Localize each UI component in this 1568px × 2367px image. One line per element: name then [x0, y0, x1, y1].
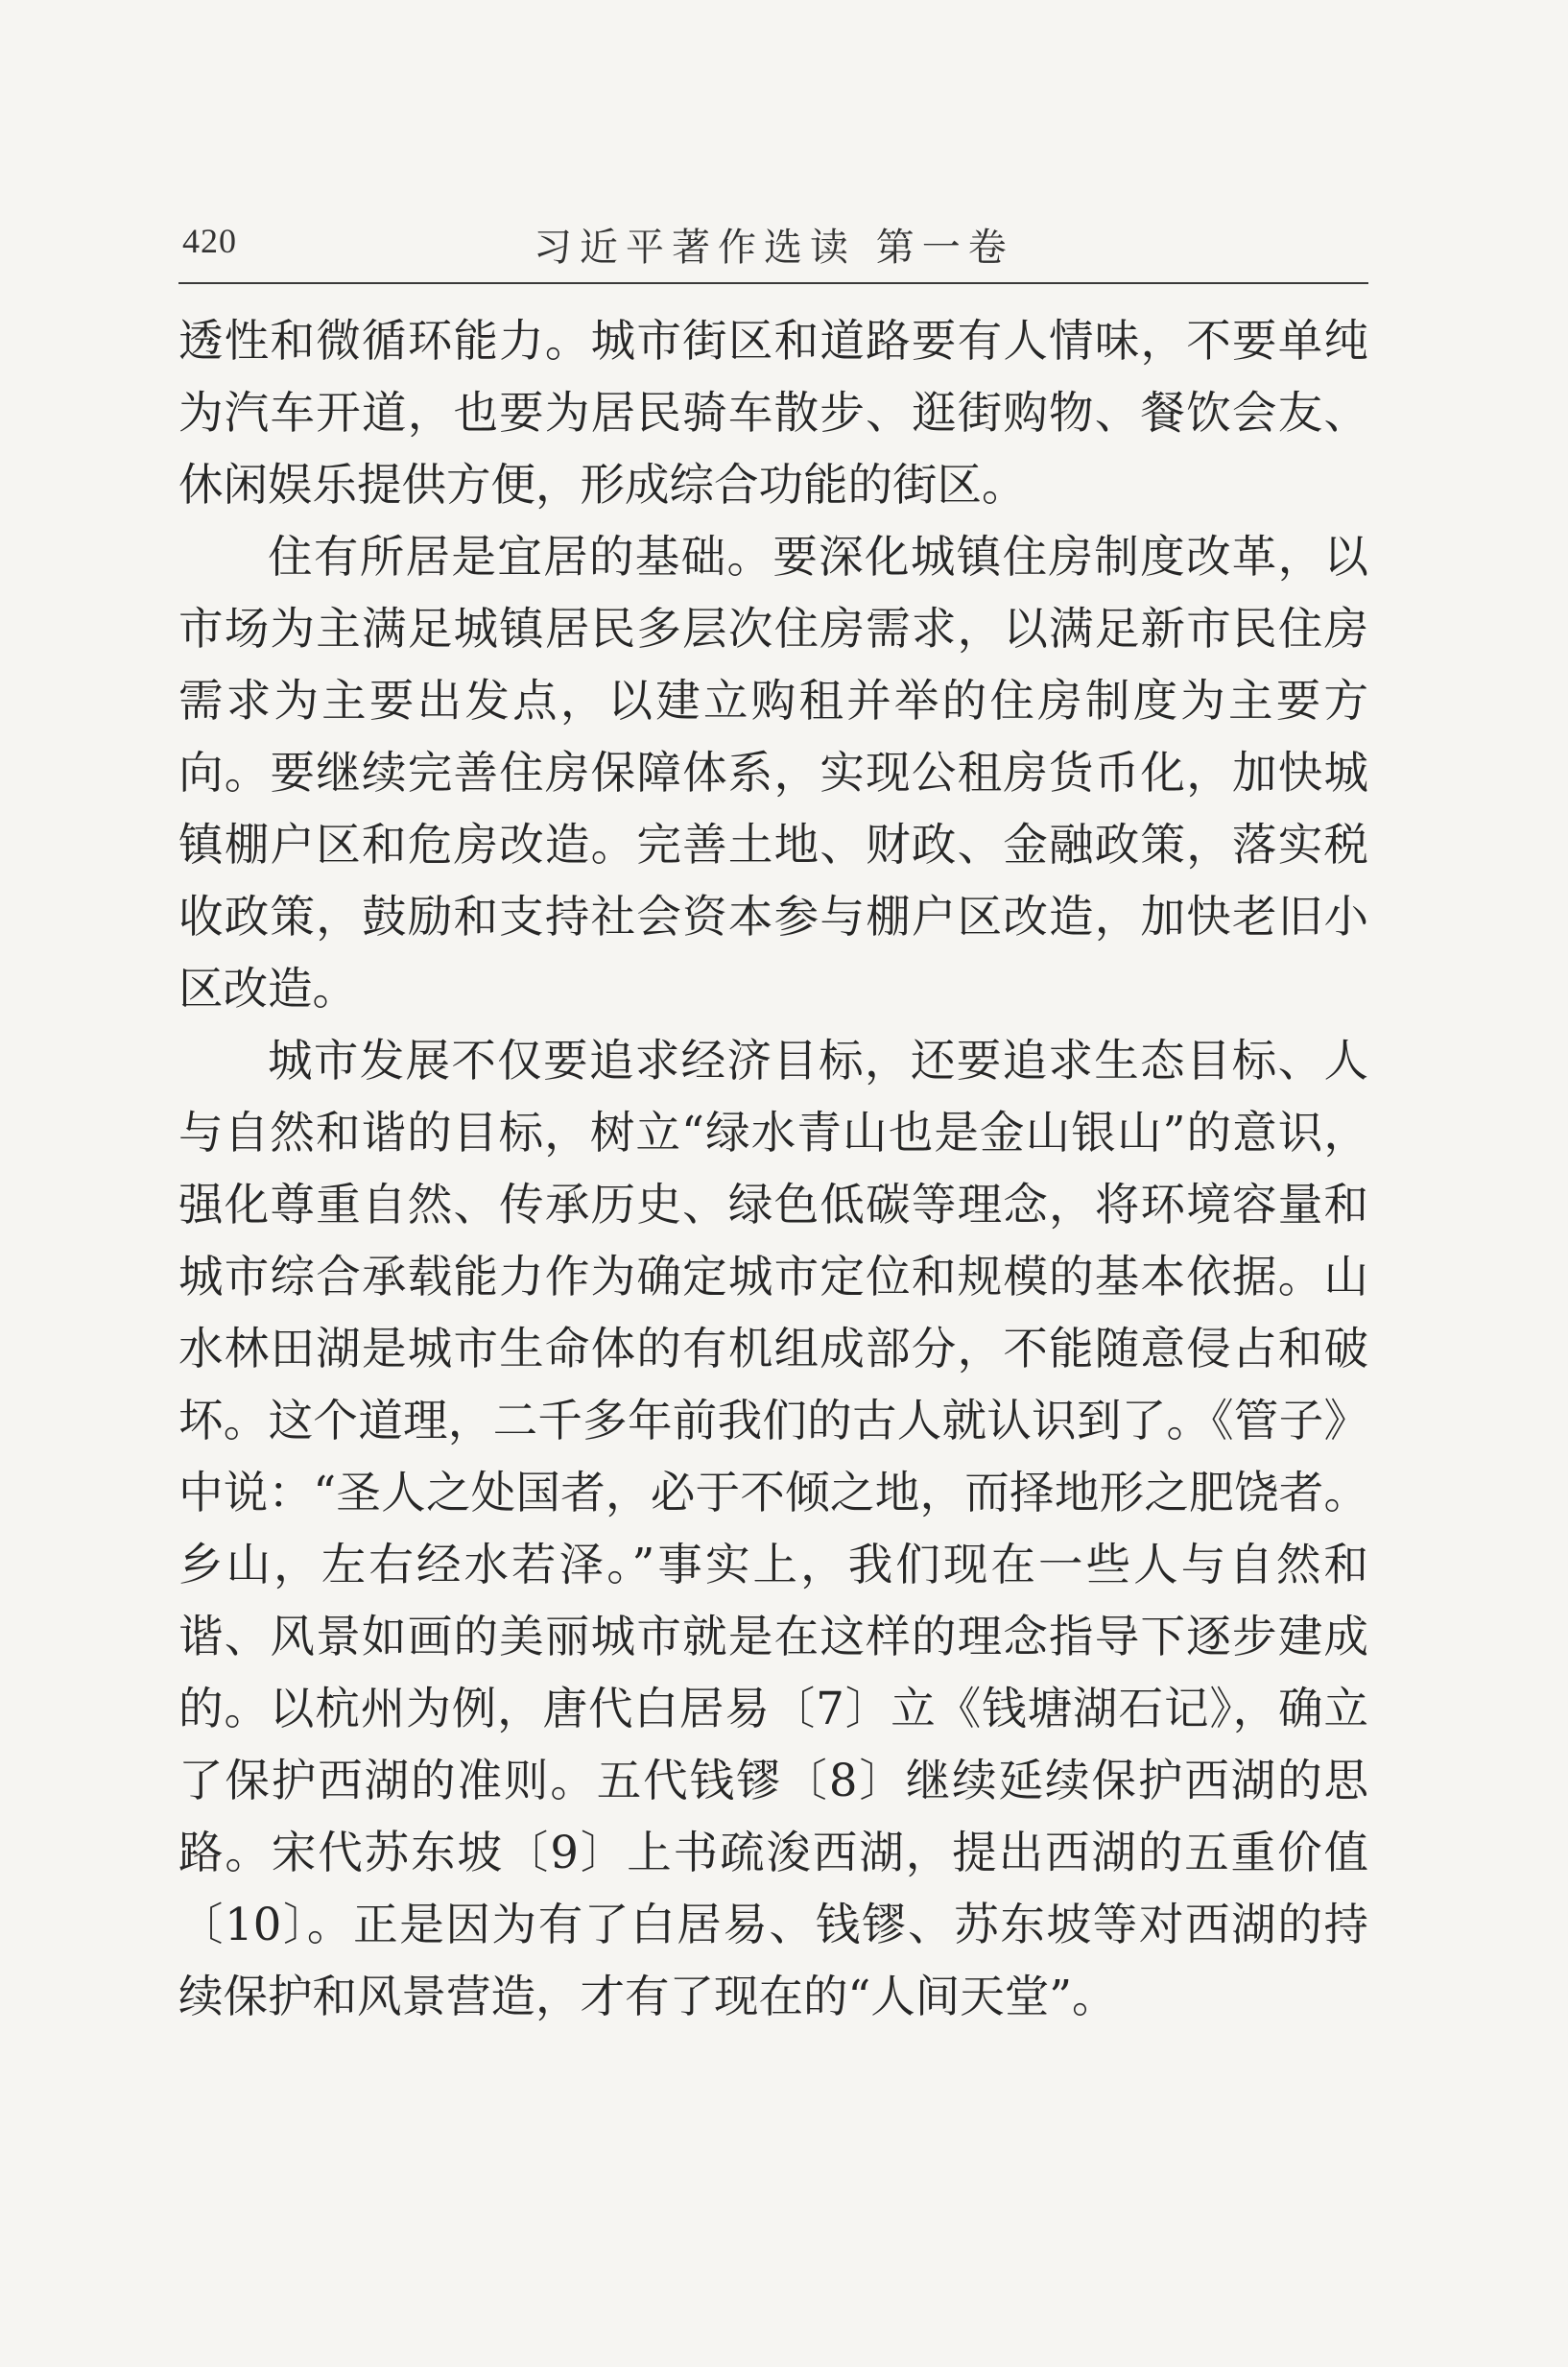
paragraph-1: 透性和微循环能力。城市街区和道路要有人情味，不要单纯为汽车开道，也要为居民骑车散步、逛街购物、餐饮会友、休闲娱乐提供方便，形成综合功能的街区。 [178, 315, 1368, 511]
header-rule [178, 282, 1368, 284]
page-number: 420 [182, 222, 237, 260]
page-header [178, 217, 1368, 275]
paragraph-3: 城市发展不仅要追求经济目标，还要追求生态目标、人与自然和谐的目标，树立“绿水青山也是金山银山”的意识，强化尊重自然、传承历史、绿色低碳等理念，将环境容量和城市综合承载能力作为确定城市定位和规模的基本依据。山水林田湖是城市生命体的有机组成部分，不能随意侵占和破坏。这个道理，二千多年前我们的古人就认识到了。《管子》中说：“圣人之处国者，必于不倾之地，而择地形之肥饶者。乡山，左右经水若泽。”事实上，我们现在一些人与自然和谐、风景如画的美丽城市就是在这样的理念指导下逐步建成的。以杭州为例，唐代白居易〔7〕立《钱塘湖石记》，确立了保护西湖的准则。五代钱镠〔8〕继续延续保护西湖的思路。宋代苏东坡〔9〕上书疏浚西湖，提出西湖的五重价值〔10〕。正是因为有了白居易、钱镠、苏东坡等对西湖的持续保护和风景营造，才有了现在的“人间天堂”。 [178, 1035, 1368, 2022]
paragraph-2: 住有所居是宜居的基础。要深化城镇住房制度改革，以市场为主满足城镇居民多层次住房需求，以满足新市民住房需求为主要出发点，以建立购租并举的住房制度为主要方向。要继续完善住房保障体系，实现公租房货币化，加快城镇棚户区和危房改造。完善土地、财政、金融政策，落实税收政策，鼓励和支持社会资本参与棚户区改造，加快老旧小区改造。 [178, 531, 1368, 1015]
running-title: 习近平著作选读 第一卷 [534, 226, 1014, 270]
body-text [178, 305, 1368, 2033]
